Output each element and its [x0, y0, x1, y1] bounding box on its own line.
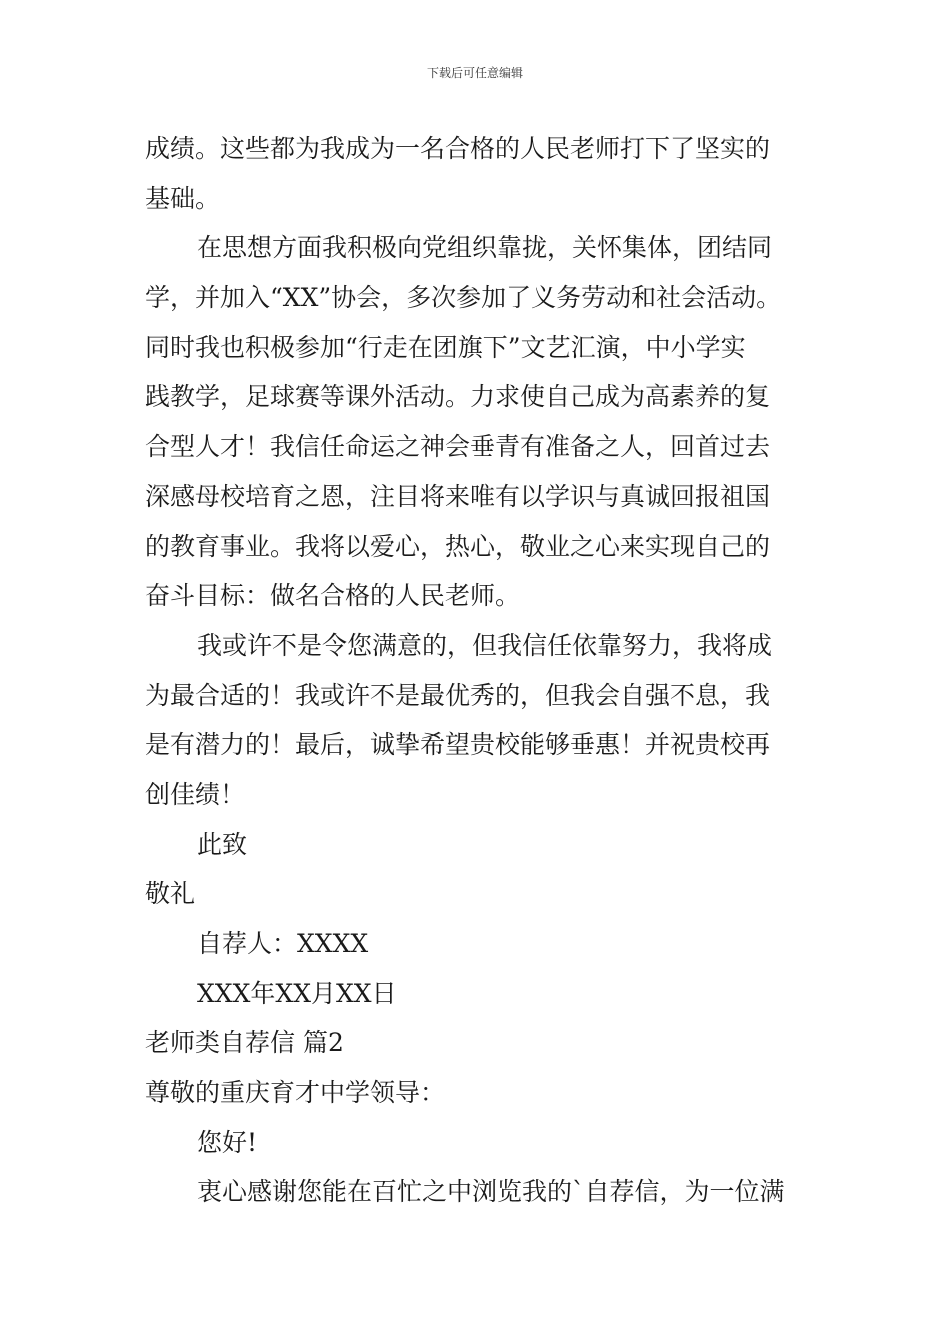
text-line: 的教育事业。我将以爱心，热心，敬业之心来实现自己的 [145, 531, 771, 561]
text-line: 成绩。这些都为我成为一名合格的人民老师打下了坚实的 [145, 134, 771, 163]
text-line: 学，并加入“XX”协会，多次参加了义务劳动和社会活动。 [145, 283, 782, 313]
text-line: 基础。 [145, 183, 221, 213]
closing-regards: 敬礼 [145, 879, 196, 909]
closing-salutation: 此致 [197, 829, 248, 859]
paragraph-start: 在思想方面我积极向党组织靠拢，关怀集体，团结同 [197, 233, 773, 263]
section-title: 老师类自荐信 篇2 [145, 1028, 344, 1058]
text-line: 践教学，足球赛等课外活动。力求使自己成为高素养的复 [145, 382, 771, 412]
text-line: 是有潜力的！最后，诚挚希望贵校能够垂惠！并祝贵校再 [145, 730, 771, 760]
text-line: 同时我也积极参加“行走在团旗下”文艺汇演，中小学实 [145, 332, 746, 362]
text-line: 创佳绩！ [145, 779, 246, 809]
letter-greeting: 尊敬的重庆育才中学领导： [145, 1078, 446, 1108]
text-line: 合型人才！我信任命运之神会垂青有准备之人，回首过去 [145, 432, 771, 462]
text-line: 深感母校培育之恩，注目将来唯有以学识与真诚回报祖国 [145, 481, 771, 511]
page-header: 下载后可任意编辑 [426, 66, 523, 80]
paragraph-start: 我或许不是令您满意的，但我信任依靠努力，我将成 [197, 630, 773, 660]
hello-line: 您好! [197, 1127, 258, 1157]
text-line: 奋斗目标：做名合格的人民老师。 [145, 581, 521, 611]
signature: 自荐人：XXXX [197, 929, 369, 958]
paragraph-start: 衷心感谢您能在百忙之中浏览我的`自荐信，为一位满 [197, 1177, 785, 1207]
text-line: 为最合适的！我或许不是最优秀的，但我会自强不息，我 [145, 680, 771, 710]
date-line: XXX年XX月XX日 [197, 978, 397, 1008]
document-body [145, 124, 845, 1217]
